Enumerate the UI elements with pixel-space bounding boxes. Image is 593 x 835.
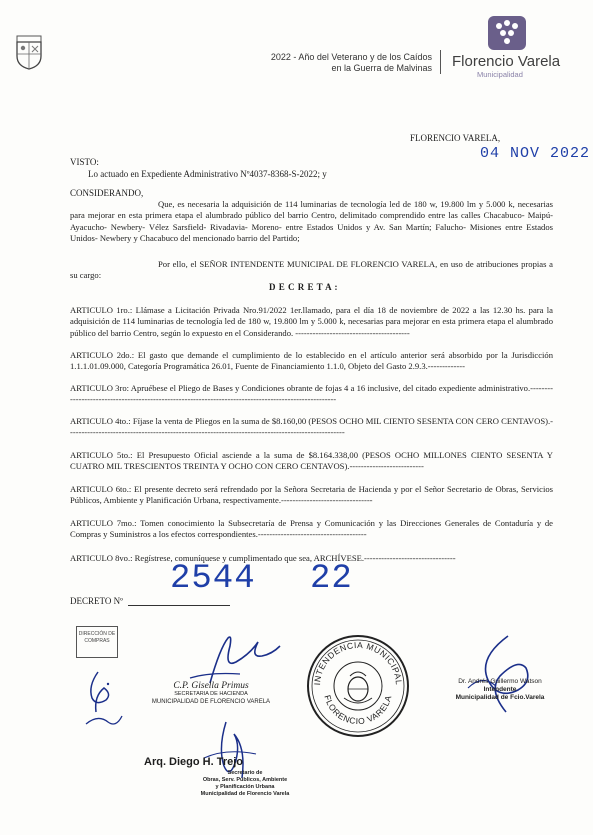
visto-text: Lo actuado en Expediente Administrativo Nº4037-8368-S-2022; y <box>88 169 327 179</box>
seal-text-top: INTENDENCIA MUNICIPAL <box>311 639 405 686</box>
municipal-seal <box>304 632 412 740</box>
watson-name: Dr. Andrés Guillermo Watson <box>458 678 542 685</box>
seal-text-bottom: FLORENCIO VARELA <box>322 693 394 727</box>
primus-name: C.P. Gisella Primus <box>173 681 249 691</box>
decreto-number-main: 2544 <box>170 560 256 598</box>
initials-signature <box>78 666 128 741</box>
trejo-role-line1: Secretario de <box>227 770 263 776</box>
articulo-7: ARTICULO 7mo.: Tomen conocimiento la Subsecretaría de Prensa y Comunicación y las Direcciones Generales de Contaduría y de Compras y Suministros a los efectos correspondientes.-------------------------------------- <box>70 518 553 540</box>
svg-text:INTENDENCIA MUNICIPAL <box>312 640 404 686</box>
watson-role-line1: Intendente <box>483 686 517 693</box>
articulo-8: ARTICULO 8vo.: Regístrese, comuníquese y cumplimentado que sea, ARCHÍVESE.-------------------------------- <box>70 553 456 563</box>
city-label: FLORENCIO VARELA, <box>410 133 501 143</box>
watson-signature <box>448 628 548 723</box>
articulo-6: ARTICULO 6to.: El presente decreto será refrendado por la Señora Secretaria de Hacienda y por el Señor Secretario de Obras, Servicios Públicos, Ambiente y Planificación Urbana, respectivamente.-------------------------------- <box>70 484 553 506</box>
considerando-label: CONSIDERANDO, <box>70 188 144 198</box>
compras-stamp-line2: COMPRAS <box>84 638 110 644</box>
decreto-label: DECRETO Nº <box>70 596 123 606</box>
brand-subtitle: Municipalidad <box>477 70 523 79</box>
coat-of-arms-logo <box>14 34 44 70</box>
decreto-number-year: 22 <box>310 560 353 598</box>
primus-role-line2: MUNICIPALIDAD DE FLORENCIO VARELA <box>151 699 271 705</box>
compras-stamp <box>76 626 118 658</box>
articulo-2: ARTICULO 2do.: El gasto que demande el cumplimiento de lo establecido en el artículo anterior será absorbido por la Jurisdicción 1.1.1.01.09.000, Categoría Programática 26.01, Fuente de Financiamiento 1.1.0, Objeto del Gasto 2.9.3.------------- <box>70 350 553 372</box>
header-slogan-line2: en la Guerra de Malvinas <box>331 63 432 73</box>
considerando-paragraph-2: Por ello, el SEÑOR INTENDENTE MUNICIPAL DE FLORENCIO VARELA, en uso de atribuciones propias a su cargo: <box>70 259 553 281</box>
decreto-underline <box>128 605 230 606</box>
trejo-role-line2: Obras, Serv. Públicos, Ambiente <box>202 777 288 783</box>
watson-role-line2: Municipalidad de Fcio.Varela <box>455 694 545 701</box>
primus-role-line1: SECRETARIA DE HACIENDA <box>174 691 248 697</box>
compras-stamp-line1: DIRECCIÓN DE <box>78 631 116 637</box>
visto-label: VISTO: <box>70 157 99 167</box>
decreta-heading: D E C R E T A : <box>269 282 338 292</box>
considerando-paragraph-1: Que, es necesaria la adquisición de 114 luminarias de tecnología led de 180 w, 19.800 lm y 5.000 k, necesarias para mejorar en esta primera etapa el alumbrado público del barrio Centro, delimitado comprendido entre las calles Chacabuco- Maipú- Ayacucho- Newbery- Vélez Sarsfield- Rivadavia- Moreno- entre Estados Unidos y Av. San Martín; Falucho- Misiones entre Estados Unidos- Newbery y Chacabuco del mencionado barrio del Partido; <box>70 199 553 244</box>
svg-text:FLORENCIO VARELA <box>322 694 393 726</box>
articulo-1: ARTICULO 1ro.: Llámase a Licitación Privada Nro.91/2022 1er.llamado, para el día 18 de noviembre de 2022 a las 12.30 hs. para la adquisición de 114 luminarias de tecnología led de 180 w, 19.800 lm y 5.000 k, necesarias para mejorar en esta primera etapa el alumbrado público del barrio Centro, según lo expuesto en el Considerando. ---------------------------------------- <box>70 305 553 338</box>
header-divider <box>440 50 441 74</box>
articulo-5: ARTICULO 5to.: El Presupuesto Oficial asciende a la suma de $8.164.338,00 (PESOS OCHO MILLONES CIENTO SESENTA Y CUATRO MIL TRESCIENTOS TREINTA Y OCHO CON CERO CENTAVOS).-------------------------- <box>70 450 553 472</box>
header-slogan-line1: 2022 - Año del Veterano y de los Caídos <box>270 52 432 62</box>
brand-logo-icon <box>486 14 528 52</box>
trejo-role-line3: y Planificación Urbana <box>215 784 275 790</box>
date-stamp: 04 NOV 2022 <box>480 145 591 162</box>
articulo-4: ARTICULO 4to.: Fíjase la venta de Pliegos en la suma de $8.160,00 (PESOS OCHO MIL CIENTO SESENTA CON CERO CENTAVOS).------------------------------------------------------------------------------------------------- <box>70 416 553 438</box>
trejo-name: Arq. Diego H. Trejo <box>144 756 244 768</box>
trejo-role-line4: Municipalidad de Florencio Varela <box>200 791 290 797</box>
brand-name: Florencio Varela <box>452 53 561 70</box>
articulo-3: ARTICULO 3ro: Apruébese el Pliego de Bases y Condiciones obrante de fojas 4 a 16 inclusive, del citado expediente administrativo.----------------------------------------------------------------------------------------------------- <box>70 383 553 405</box>
